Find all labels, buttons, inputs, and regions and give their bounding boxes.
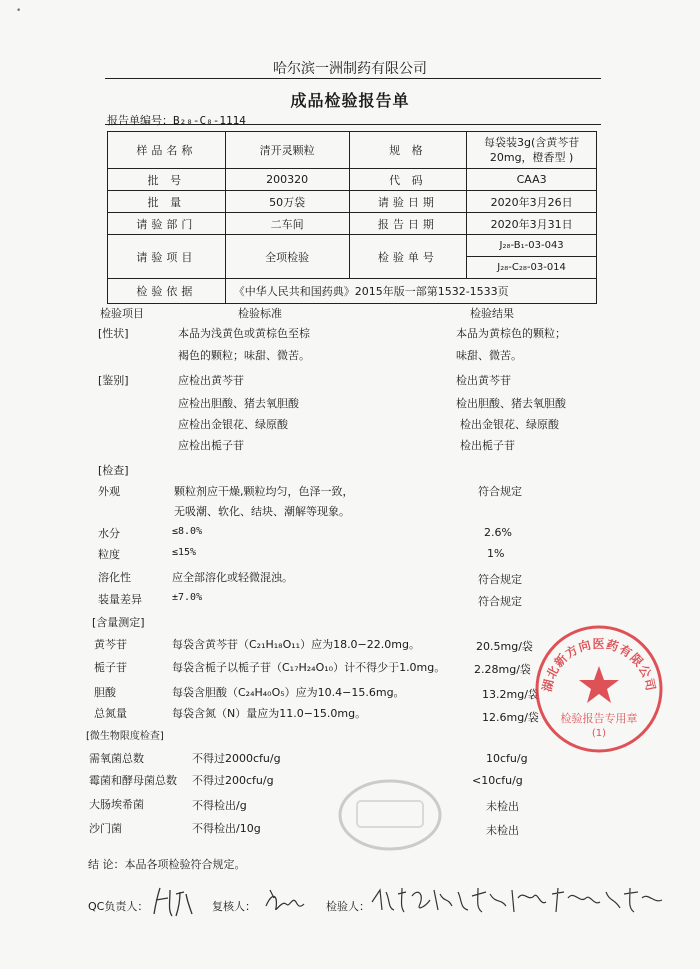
lidu-std: ≤15% [172, 547, 197, 558]
hanliang-label: [含量测定] [92, 616, 145, 629]
stamp-sub-text: 检验报告专用章 [560, 712, 638, 725]
speck-mark: • [16, 6, 22, 16]
huangqingan-std: 每袋含黄芩苷（C₂₁H₁₈O₁₁）应为18.0−22.0mg。 [172, 638, 420, 651]
dept-label: 请验部门 [108, 213, 226, 235]
jianbie-res-4: 检出栀子苷 [460, 439, 515, 452]
jianbie-std-1: 应检出黄芩苷 [178, 374, 244, 387]
waiguan-std-1: 颗粒剂应干燥,颗粒均匀，色泽一致， [174, 485, 354, 498]
request-date-value: 2020年3月26日 [467, 191, 597, 213]
reviewer-signature [262, 886, 306, 918]
qc-signature [150, 884, 196, 920]
faint-stamp-impression [335, 775, 445, 855]
dansuan-res: 13.2mg/袋 [482, 688, 539, 701]
spec-label: 规 格 [349, 132, 467, 169]
qc-label: QC负责人： [88, 900, 149, 913]
items-value: 全项检验 [225, 235, 349, 279]
xuyang-res: 10cfu/g [486, 752, 528, 765]
zongdan-res: 12.6mg/袋 [482, 711, 539, 724]
dansuan-std: 每袋含胆酸（C₂₄H₄₀O₅）应为10.4−15.6mg。 [172, 686, 405, 699]
jianbie-std-3: 应检出金银花、绿原酸 [178, 418, 288, 431]
company-name: 哈尔滨一洲制药有限公司 [273, 61, 427, 77]
inspection-no-label: 检验单号 [349, 235, 467, 279]
jianbie-std-2: 应检出胆酸、猪去氧胆酸 [178, 397, 299, 410]
dept-value: 二车间 [225, 213, 349, 235]
inspection-no-1: J₂₈-B₁-03-043 [467, 235, 597, 257]
xuyang-label: 需氧菌总数 [89, 752, 144, 765]
dachang-label: 大肠埃希菌 [89, 798, 144, 811]
huangqingan-res: 20.5mg/袋 [476, 640, 533, 653]
jianbie-label: [鉴别] [98, 374, 129, 387]
meijun-std: 不得过200cfu/g [192, 774, 274, 787]
xingzhuang-std-2: 褐色的颗粒；味甜、微苦。 [178, 349, 310, 362]
dachang-std: 不得检出/g [192, 799, 247, 812]
waiguan-label: 外观 [98, 485, 120, 498]
dachang-res: 未检出 [486, 800, 519, 813]
basis-value: 《中华人民共和国药典》2015年版一部第1532-1533页 [225, 279, 596, 304]
quantity-label: 批 量 [108, 191, 226, 213]
meijun-label: 霉菌和酵母菌总数 [89, 774, 177, 787]
huangqingan-label: 黄芩苷 [94, 638, 127, 651]
stamp-star-icon [579, 666, 619, 703]
batch-label: 批 号 [108, 169, 226, 191]
shamen-std: 不得检出/10g [192, 822, 261, 835]
col-standard-header: 检验标准 [238, 307, 282, 320]
zhuangliang-label: 装量差异 [98, 593, 142, 606]
jianbie-res-1: 检出黄芩苷 [456, 374, 511, 387]
shamen-label: 沙门菌 [89, 822, 122, 835]
inspector-label: 检验人： [326, 900, 370, 913]
jianbie-std-4: 应检出栀子苷 [178, 439, 244, 452]
code-label: 代 码 [349, 169, 467, 191]
header-rule [105, 78, 601, 79]
quantity-value: 50万袋 [225, 191, 349, 213]
batch-value: 200320 [225, 169, 349, 191]
dansuan-label: 胆酸 [94, 686, 116, 699]
items-label: 请验项目 [108, 235, 226, 279]
shuifen-label: 水分 [98, 527, 120, 540]
sample-name-label: 样品名称 [108, 132, 226, 169]
xingzhuang-res-1: 本品为黄棕色的颗粒； [456, 327, 566, 340]
xingzhuang-res-2: 味甜、微苦。 [456, 349, 522, 362]
zhizigan-std: 每袋含栀子以栀子苷（C₁₇H₂₄O₁₀）计不得少于1.0mg。 [172, 661, 446, 674]
basis-label: 检验依据 [108, 279, 226, 304]
jianbie-res-2: 检出胆酸、猪去氧胆酸 [456, 397, 566, 410]
col-result-header: 检验结果 [470, 307, 514, 320]
code-value: CAA3 [467, 169, 597, 191]
zhizigan-label: 栀子苷 [94, 661, 127, 674]
inspection-seal [532, 622, 666, 756]
inspectors-signatures [368, 880, 668, 920]
zhuangliang-res: 符合规定 [478, 595, 522, 608]
report-date-value: 2020年3月31日 [467, 213, 597, 235]
xingzhuang-std-1: 本品为浅黄色或黄棕色至棕 [178, 327, 310, 340]
inspection-no-2: J₂₈-C₂₈-03-014 [467, 257, 597, 279]
waiguan-res: 符合规定 [478, 485, 522, 498]
jiancha-label: [检查] [98, 464, 129, 477]
report-number-rule [105, 124, 601, 125]
xingzhuang-label: [性状] [98, 327, 129, 340]
shuifen-std: ≤8.0% [172, 526, 203, 537]
conclusion: 结 论：本品各项检验符合规定。 [88, 858, 246, 871]
reviewer-label: 复核人： [212, 900, 256, 913]
xuyang-std: 不得过2000cfu/g [192, 752, 281, 765]
stamp-company-text: 湖北新方向医药有限公司 [539, 637, 659, 693]
zhizigan-res: 2.28mg/袋 [474, 663, 531, 676]
rongbuaxing-std: 应全部溶化或轻微混浊。 [172, 571, 293, 584]
col-item-header: 检验项目 [100, 307, 144, 320]
lidu-res: 1% [487, 547, 505, 560]
rongbuaxing-label: 溶化性 [98, 571, 131, 584]
report-title: 成品检验报告单 [290, 91, 410, 110]
zongdan-std: 每袋含氮（N）量应为11.0−15.0mg。 [172, 707, 367, 720]
shamen-res: 未检出 [486, 824, 519, 837]
jianbie-res-3: 检出金银花、绿原酸 [460, 418, 559, 431]
stamp-number: (1) [591, 728, 607, 739]
shuifen-res: 2.6% [484, 526, 512, 539]
waiguan-std-2: 无吸潮、软化、结块、潮解等现象。 [174, 505, 350, 518]
report-date-label: 报告日期 [349, 213, 467, 235]
zhuangliang-std: ±7.0% [172, 592, 203, 603]
lidu-label: 粒度 [98, 548, 120, 561]
report-number: 报告单编号：B₂₈-C₈-1114 [107, 114, 246, 127]
spec-value: 每袋装3g(含黄芩苷 20mg，橙香型 ) [467, 132, 597, 169]
rongbuaxing-res: 符合规定 [478, 573, 522, 586]
meijun-res: <10cfu/g [472, 774, 523, 787]
sample-name: 清开灵颗粒 [225, 132, 349, 169]
info-table [107, 131, 597, 304]
request-date-label: 请验日期 [349, 191, 467, 213]
zongdan-label: 总氮量 [94, 707, 127, 720]
weishengwu-label: [微生物限度检查] [86, 731, 164, 742]
